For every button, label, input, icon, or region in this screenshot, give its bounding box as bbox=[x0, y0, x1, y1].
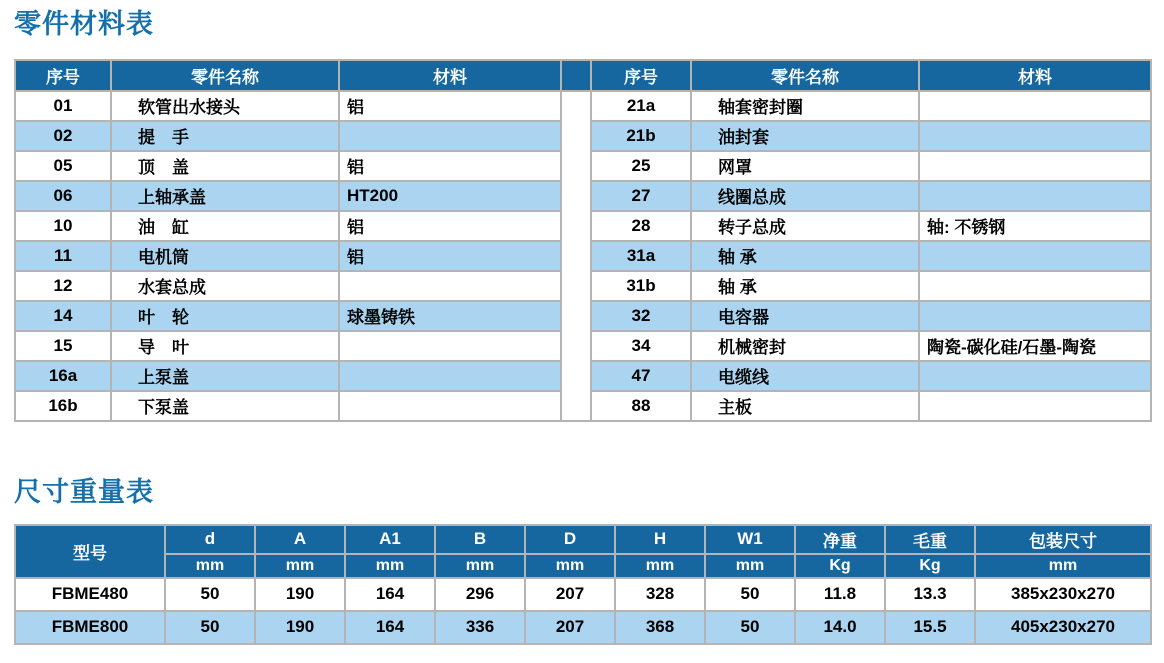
col-header-D: D bbox=[525, 525, 615, 554]
col-header-net-weight: 净重 bbox=[795, 525, 885, 554]
part-material-cell: 陶瓷-碳化硅/石墨-陶瓷 bbox=[919, 331, 1151, 361]
dims-section-title: 尺寸重量表 bbox=[14, 476, 154, 507]
part-material-cell bbox=[919, 301, 1151, 331]
value-cell: 336 bbox=[435, 611, 525, 644]
col-header-A1: A1 bbox=[345, 525, 435, 554]
part-material-cell bbox=[339, 391, 561, 421]
value-cell: 50 bbox=[705, 578, 795, 611]
part-material-cell bbox=[339, 121, 561, 151]
part-name-cell: 下泵盖 bbox=[111, 391, 339, 421]
part-no-cell: 21b bbox=[591, 121, 691, 151]
col-header-gross-weight: 毛重 bbox=[885, 525, 975, 554]
part-name-cell: 上泵盖 bbox=[111, 361, 339, 391]
parts-material-table bbox=[14, 59, 1152, 422]
col-header-name-right: 零件名称 bbox=[691, 60, 919, 91]
col-header-model: 型号 bbox=[15, 525, 165, 578]
spacer-header-cell bbox=[561, 60, 591, 91]
value-cell: 15.5 bbox=[885, 611, 975, 644]
value-cell: 207 bbox=[525, 611, 615, 644]
part-no-cell: 14 bbox=[15, 301, 111, 331]
col-header-material-right: 材料 bbox=[919, 60, 1151, 91]
col-header-no-left: 序号 bbox=[15, 60, 111, 91]
part-no-cell: 01 bbox=[15, 91, 111, 121]
part-no-cell: 28 bbox=[591, 211, 691, 241]
part-name-cell: 转子总成 bbox=[691, 211, 919, 241]
col-header-H: H bbox=[615, 525, 705, 554]
col-header-material-left: 材料 bbox=[339, 60, 561, 91]
parts-section-title: 零件材料表 bbox=[14, 9, 154, 39]
part-name-cell: 上轴承盖 bbox=[111, 181, 339, 211]
unit-cell: mm bbox=[165, 554, 255, 578]
value-cell: 405x230x270 bbox=[975, 611, 1151, 644]
dims-header-letter-row bbox=[15, 525, 1151, 554]
part-no-cell: 15 bbox=[15, 331, 111, 361]
part-name-cell: 机械密封 bbox=[691, 331, 919, 361]
part-material-cell bbox=[919, 181, 1151, 211]
table-row bbox=[15, 611, 1151, 644]
part-material-cell bbox=[339, 271, 561, 301]
part-no-cell: 21a bbox=[591, 91, 691, 121]
value-cell: 328 bbox=[615, 578, 705, 611]
part-material-cell: 铝 bbox=[339, 211, 561, 241]
unit-cell: mm bbox=[975, 554, 1151, 578]
table-row bbox=[15, 91, 1151, 121]
part-name-cell: 电缆线 bbox=[691, 361, 919, 391]
part-name-cell: 软管出水接头 bbox=[111, 91, 339, 121]
model-cell: FBME480 bbox=[15, 578, 165, 611]
value-cell: 50 bbox=[165, 611, 255, 644]
part-no-cell: 27 bbox=[591, 181, 691, 211]
value-cell: 207 bbox=[525, 578, 615, 611]
part-name-cell: 油封套 bbox=[691, 121, 919, 151]
unit-cell: mm bbox=[525, 554, 615, 578]
part-material-cell bbox=[919, 151, 1151, 181]
value-cell: 11.8 bbox=[795, 578, 885, 611]
part-name-cell: 导 叶 bbox=[111, 331, 339, 361]
part-no-cell: 31a bbox=[591, 241, 691, 271]
part-material-cell bbox=[339, 331, 561, 361]
part-name-cell: 油 缸 bbox=[111, 211, 339, 241]
col-header-A: A bbox=[255, 525, 345, 554]
part-no-cell: 02 bbox=[15, 121, 111, 151]
part-no-cell: 34 bbox=[591, 331, 691, 361]
value-cell: 13.3 bbox=[885, 578, 975, 611]
unit-cell: mm bbox=[435, 554, 525, 578]
part-material-cell bbox=[919, 271, 1151, 301]
part-no-cell: 11 bbox=[15, 241, 111, 271]
part-no-cell: 05 bbox=[15, 151, 111, 181]
part-name-cell: 轴套密封圈 bbox=[691, 91, 919, 121]
model-cell: FBME800 bbox=[15, 611, 165, 644]
part-no-cell: 16b bbox=[15, 391, 111, 421]
unit-cell: Kg bbox=[795, 554, 885, 578]
part-material-cell: 铝 bbox=[339, 91, 561, 121]
col-header-package-size: 包装尺寸 bbox=[975, 525, 1151, 554]
table-row bbox=[15, 578, 1151, 611]
part-no-cell: 25 bbox=[591, 151, 691, 181]
part-material-cell bbox=[339, 361, 561, 391]
value-cell: 50 bbox=[165, 578, 255, 611]
part-name-cell: 提 手 bbox=[111, 121, 339, 151]
part-material-cell: 铝 bbox=[339, 241, 561, 271]
part-no-cell: 32 bbox=[591, 301, 691, 331]
part-material-cell: HT200 bbox=[339, 181, 561, 211]
value-cell: 368 bbox=[615, 611, 705, 644]
value-cell: 164 bbox=[345, 611, 435, 644]
unit-cell: mm bbox=[345, 554, 435, 578]
value-cell: 296 bbox=[435, 578, 525, 611]
col-header-d: d bbox=[165, 525, 255, 554]
spacer-column bbox=[561, 91, 591, 421]
col-header-B: B bbox=[435, 525, 525, 554]
part-no-cell: 31b bbox=[591, 271, 691, 301]
value-cell: 385x230x270 bbox=[975, 578, 1151, 611]
part-name-cell: 顶 盖 bbox=[111, 151, 339, 181]
col-header-no-right: 序号 bbox=[591, 60, 691, 91]
unit-cell: Kg bbox=[885, 554, 975, 578]
value-cell: 50 bbox=[705, 611, 795, 644]
part-material-cell bbox=[919, 391, 1151, 421]
part-no-cell: 06 bbox=[15, 181, 111, 211]
col-header-W1: W1 bbox=[705, 525, 795, 554]
part-material-cell: 轴: 不锈钢 bbox=[919, 211, 1151, 241]
value-cell: 190 bbox=[255, 611, 345, 644]
part-name-cell: 电机筒 bbox=[111, 241, 339, 271]
part-name-cell: 网罩 bbox=[691, 151, 919, 181]
part-name-cell: 电容器 bbox=[691, 301, 919, 331]
part-material-cell: 球墨铸铁 bbox=[339, 301, 561, 331]
unit-cell: mm bbox=[615, 554, 705, 578]
part-material-cell bbox=[919, 91, 1151, 121]
value-cell: 190 bbox=[255, 578, 345, 611]
part-material-cell bbox=[919, 361, 1151, 391]
part-name-cell: 主板 bbox=[691, 391, 919, 421]
value-cell: 164 bbox=[345, 578, 435, 611]
dims-header-unit-row bbox=[15, 554, 1151, 578]
part-name-cell: 轴 承 bbox=[691, 271, 919, 301]
unit-cell: mm bbox=[255, 554, 345, 578]
part-material-cell bbox=[919, 121, 1151, 151]
part-no-cell: 88 bbox=[591, 391, 691, 421]
unit-cell: mm bbox=[705, 554, 795, 578]
part-name-cell: 叶 轮 bbox=[111, 301, 339, 331]
part-no-cell: 16a bbox=[15, 361, 111, 391]
dimensions-weight-table bbox=[14, 524, 1152, 645]
part-material-cell bbox=[919, 241, 1151, 271]
part-name-cell: 轴 承 bbox=[691, 241, 919, 271]
col-header-name-left: 零件名称 bbox=[111, 60, 339, 91]
part-name-cell: 水套总成 bbox=[111, 271, 339, 301]
part-material-cell: 铝 bbox=[339, 151, 561, 181]
parts-header-row bbox=[15, 60, 1151, 91]
value-cell: 14.0 bbox=[795, 611, 885, 644]
part-no-cell: 12 bbox=[15, 271, 111, 301]
part-name-cell: 线圈总成 bbox=[691, 181, 919, 211]
part-no-cell: 10 bbox=[15, 211, 111, 241]
part-no-cell: 47 bbox=[591, 361, 691, 391]
